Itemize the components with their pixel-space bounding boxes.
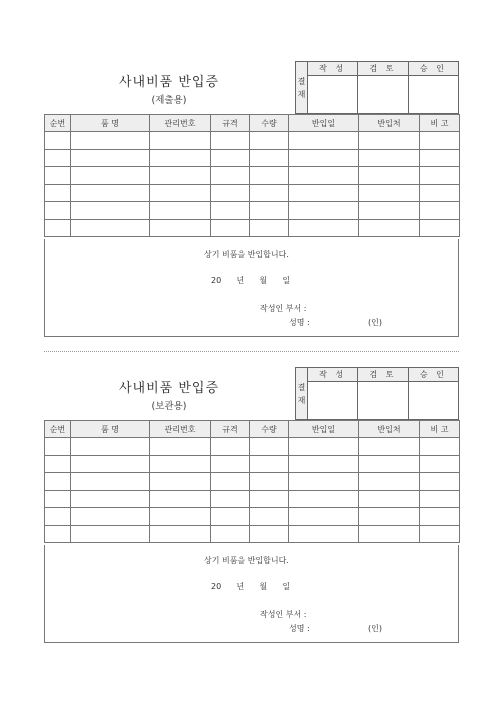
col-header-quantity: 수량	[250, 421, 289, 438]
cell-remarks[interactable]	[420, 525, 460, 543]
cell-remarks[interactable]	[420, 167, 460, 185]
approval-label: 결재	[296, 368, 308, 420]
col-header-item-name: 품 명	[71, 421, 150, 438]
cell-spec[interactable]	[211, 490, 250, 508]
items-header-row	[45, 115, 460, 132]
cell-asset-number[interactable]	[150, 473, 211, 491]
cell-number[interactable]	[45, 455, 71, 473]
table-row	[45, 473, 460, 491]
cell-spec[interactable]	[211, 473, 250, 491]
cell-number[interactable]	[45, 219, 71, 237]
cell-remarks[interactable]	[420, 490, 460, 508]
form-subtitle: (제출용)	[151, 95, 187, 106]
cell-spec[interactable]	[211, 149, 250, 167]
cell-source[interactable]	[359, 473, 420, 491]
cell-item-name[interactable]	[71, 202, 150, 220]
cell-remarks[interactable]	[420, 149, 460, 167]
cell-source[interactable]	[359, 202, 420, 220]
form-title: 사내비품 반입증	[118, 381, 220, 396]
cell-remarks[interactable]	[420, 438, 460, 456]
seal-label: (인)	[368, 318, 382, 327]
cell-date-in[interactable]	[289, 184, 359, 202]
cell-quantity[interactable]	[250, 184, 289, 202]
col-header-remarks: 비 고	[420, 115, 460, 132]
cell-remarks[interactable]	[420, 132, 460, 150]
table-row	[45, 455, 460, 473]
cell-date-in[interactable]	[289, 438, 359, 456]
cell-remarks[interactable]	[420, 508, 460, 526]
approval-table	[295, 367, 459, 420]
table-row	[45, 219, 460, 237]
approval-header-write: 작 성	[308, 62, 358, 76]
cell-source[interactable]	[359, 490, 420, 508]
cell-quantity[interactable]	[250, 455, 289, 473]
cell-quantity[interactable]	[250, 167, 289, 185]
cell-source[interactable]	[359, 455, 420, 473]
cell-asset-number[interactable]	[150, 219, 211, 237]
form-submit-copy	[44, 61, 459, 337]
cell-source[interactable]	[359, 525, 420, 543]
name-label: 성명 :	[289, 318, 310, 327]
approval-table	[295, 61, 459, 114]
cell-spec[interactable]	[211, 525, 250, 543]
cell-date-in[interactable]	[289, 455, 359, 473]
title-area	[44, 61, 294, 113]
approval-label: 결재	[296, 62, 308, 114]
table-row	[45, 149, 460, 167]
cell-source[interactable]	[359, 149, 420, 167]
col-header-asset-number: 관리번호	[150, 115, 211, 132]
cell-number[interactable]	[45, 508, 71, 526]
confirmation-section	[44, 239, 459, 337]
cell-spec[interactable]	[211, 508, 250, 526]
col-header-source: 반입처	[359, 115, 420, 132]
approval-header-approve: 승 인	[408, 368, 458, 382]
cell-remarks[interactable]	[420, 202, 460, 220]
col-header-quantity: 수량	[250, 115, 289, 132]
date-line: 20 년 월 일	[211, 582, 291, 591]
title-area	[44, 367, 294, 419]
cell-asset-number[interactable]	[150, 132, 211, 150]
cell-number[interactable]	[45, 202, 71, 220]
writer-dept-label: 작성인 부서 :	[260, 610, 307, 619]
cell-number[interactable]	[45, 149, 71, 167]
approval-header-review: 검 토	[358, 62, 408, 76]
cell-asset-number[interactable]	[150, 525, 211, 543]
cell-date-in[interactable]	[289, 508, 359, 526]
items-table	[44, 114, 460, 237]
cell-quantity[interactable]	[250, 508, 289, 526]
col-header-date-in: 반입일	[289, 421, 359, 438]
cell-number[interactable]	[45, 490, 71, 508]
col-header-remarks: 비 고	[420, 421, 460, 438]
table-row	[45, 184, 460, 202]
name-label: 성명 :	[289, 624, 310, 633]
form-archive-copy	[44, 367, 459, 643]
cell-item-name[interactable]	[71, 455, 150, 473]
cell-quantity[interactable]	[250, 132, 289, 150]
col-header-asset-number: 관리번호	[150, 421, 211, 438]
approval-sign-approve[interactable]	[408, 76, 458, 114]
cell-source[interactable]	[359, 219, 420, 237]
cell-item-name[interactable]	[71, 438, 150, 456]
col-header-spec: 규격	[211, 421, 250, 438]
form-subtitle: (보관용)	[151, 401, 187, 412]
cell-quantity[interactable]	[250, 219, 289, 237]
approval-sign-review[interactable]	[358, 382, 408, 420]
col-header-source: 반입처	[359, 421, 420, 438]
statement-text: 상기 비품을 반입합니다.	[204, 556, 289, 565]
cell-quantity[interactable]	[250, 438, 289, 456]
cell-asset-number[interactable]	[150, 490, 211, 508]
cell-date-in[interactable]	[289, 525, 359, 543]
cell-quantity[interactable]	[250, 490, 289, 508]
cell-asset-number[interactable]	[150, 455, 211, 473]
cell-number[interactable]	[45, 184, 71, 202]
cell-spec[interactable]	[211, 132, 250, 150]
cell-asset-number[interactable]	[150, 202, 211, 220]
cell-remarks[interactable]	[420, 219, 460, 237]
cell-spec[interactable]	[211, 219, 250, 237]
approval-header-review: 검 토	[358, 368, 408, 382]
cell-source[interactable]	[359, 508, 420, 526]
cell-spec[interactable]	[211, 167, 250, 185]
table-row	[45, 438, 460, 456]
cell-number[interactable]	[45, 167, 71, 185]
cell-spec[interactable]	[211, 455, 250, 473]
cell-asset-number[interactable]	[150, 508, 211, 526]
col-header-date-in: 반입일	[289, 115, 359, 132]
cell-date-in[interactable]	[289, 149, 359, 167]
approval-header-write: 작 성	[308, 368, 358, 382]
cell-date-in[interactable]	[289, 132, 359, 150]
form-title: 사내비품 반입증	[118, 75, 220, 90]
cell-quantity[interactable]	[250, 473, 289, 491]
approval-header-approve: 승 인	[408, 62, 458, 76]
cell-source[interactable]	[359, 184, 420, 202]
cell-remarks[interactable]	[420, 184, 460, 202]
cell-number[interactable]	[45, 525, 71, 543]
cell-date-in[interactable]	[289, 473, 359, 491]
cell-quantity[interactable]	[250, 202, 289, 220]
writer-dept-label: 작성인 부서 :	[260, 304, 307, 313]
cell-asset-number[interactable]	[150, 167, 211, 185]
cell-item-name[interactable]	[71, 508, 150, 526]
date-line: 20 년 월 일	[211, 276, 291, 285]
cell-date-in[interactable]	[289, 490, 359, 508]
cell-spec[interactable]	[211, 438, 250, 456]
cell-item-name[interactable]	[71, 149, 150, 167]
cell-number[interactable]	[45, 132, 71, 150]
cell-item-name[interactable]	[71, 167, 150, 185]
table-row	[45, 490, 460, 508]
items-header-row	[45, 421, 460, 438]
col-header-number: 순번	[45, 421, 71, 438]
cell-item-name[interactable]	[71, 473, 150, 491]
cell-source[interactable]	[359, 167, 420, 185]
table-row	[45, 508, 460, 526]
cell-source[interactable]	[359, 132, 420, 150]
table-row	[45, 525, 460, 543]
cell-asset-number[interactable]	[150, 438, 211, 456]
cell-date-in[interactable]	[289, 167, 359, 185]
col-header-number: 순번	[45, 115, 71, 132]
items-table	[44, 420, 460, 543]
cut-line	[44, 351, 459, 352]
table-row	[45, 132, 460, 150]
cell-item-name[interactable]	[71, 132, 150, 150]
seal-label: (인)	[368, 624, 382, 633]
statement-text: 상기 비품을 반입합니다.	[204, 250, 289, 259]
cell-date-in[interactable]	[289, 219, 359, 237]
confirmation-section	[44, 545, 459, 643]
col-header-item-name: 품 명	[71, 115, 150, 132]
cell-item-name[interactable]	[71, 219, 150, 237]
approval-sign-approve[interactable]	[408, 382, 458, 420]
cell-source[interactable]	[359, 438, 420, 456]
cell-spec[interactable]	[211, 184, 250, 202]
cell-remarks[interactable]	[420, 473, 460, 491]
approval-sign-review[interactable]	[358, 76, 408, 114]
cell-number[interactable]	[45, 473, 71, 491]
cell-spec[interactable]	[211, 202, 250, 220]
table-row	[45, 202, 460, 220]
cell-asset-number[interactable]	[150, 149, 211, 167]
cell-number[interactable]	[45, 438, 71, 456]
approval-sign-write[interactable]	[308, 76, 358, 114]
cell-quantity[interactable]	[250, 525, 289, 543]
col-header-spec: 규격	[211, 115, 250, 132]
cell-asset-number[interactable]	[150, 184, 211, 202]
cell-date-in[interactable]	[289, 202, 359, 220]
cell-item-name[interactable]	[71, 525, 150, 543]
cell-item-name[interactable]	[71, 184, 150, 202]
cell-remarks[interactable]	[420, 455, 460, 473]
approval-sign-write[interactable]	[308, 382, 358, 420]
cell-quantity[interactable]	[250, 149, 289, 167]
table-row	[45, 167, 460, 185]
cell-item-name[interactable]	[71, 490, 150, 508]
